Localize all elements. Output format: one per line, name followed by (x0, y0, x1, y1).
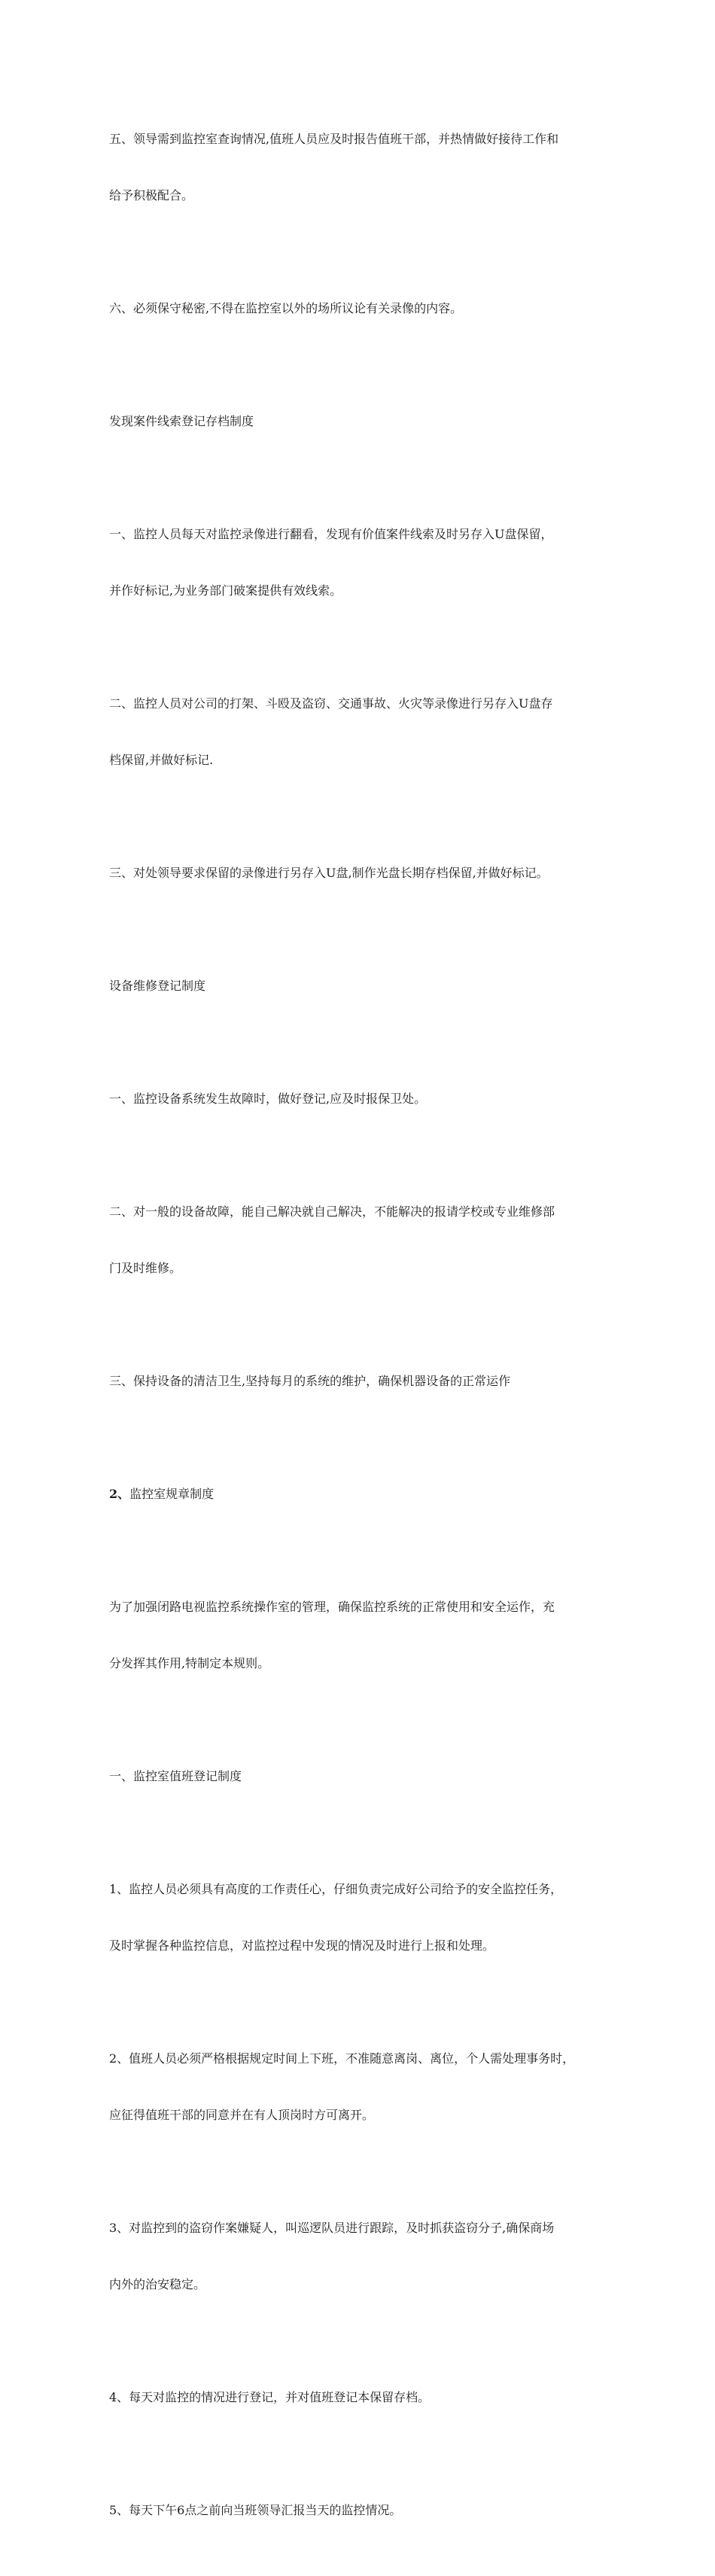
paragraph-line: 并作好标记,为业务部门破案提供有效线索。 (109, 583, 342, 598)
paragraph-line: 一、监控人员每天对监控录像进行翻看，发现有价值案件线索及时另存入U盘保留， (109, 527, 553, 541)
section-heading-text: 发现案件线索登记存档制度 (109, 414, 254, 428)
paragraph (109, 487, 613, 638)
paragraph (109, 826, 613, 920)
paragraph-line: 及时掌握各种监控信息，对监控过程中发现的情况及时进行上报和处理。 (109, 1938, 495, 1953)
document-body (109, 92, 613, 2576)
section-heading-text: 一、监控室值班登记制度 (109, 1769, 242, 1783)
paragraph-line: 六、必须保守秘密,不得在监控室以外的场所议论有关录像的内容。 (109, 301, 463, 315)
section-heading (109, 1729, 613, 1823)
paragraph-line: 一、监控设备系统发生故障时，做好登记,应及时报保卫处。 (109, 1092, 427, 1106)
section-title: 监控室规章制度 (129, 1487, 214, 1501)
section-number: 2、 (109, 1487, 130, 1501)
paragraph (109, 1842, 613, 1993)
paragraph (109, 1560, 613, 1710)
paragraph-line: 5、每天下午6点之前向当班领导汇报当天的监控情况。 (109, 2503, 402, 2517)
paragraph-line: 三、保持设备的清洁卫生,坚持每月的系统的维护，确保机器设备的正常运作 (109, 1374, 511, 1388)
paragraph-line: 内外的治安稳定。 (109, 2277, 206, 2291)
section-heading (109, 374, 613, 468)
paragraph (109, 2463, 613, 2557)
paragraph-line: 门及时维修。 (109, 1261, 182, 1275)
section-heading (109, 1447, 613, 1541)
paragraph-line: 三、对处领导要求保留的录像进行另存入U盘,制作光盘长期存档保留,并做好标记。 (109, 866, 549, 880)
paragraph-line: 档保留,并做好标记. (109, 753, 214, 767)
paragraph (109, 92, 613, 242)
paragraph (109, 1334, 613, 1428)
paragraph (109, 1052, 613, 1146)
paragraph-line: 2、值班人员必须严格根据规定时间上下班，不准随意离岗、离位，个人需处理事务时， (109, 2051, 575, 2066)
section-heading-text: 设备维修登记制度 (109, 979, 206, 993)
paragraph (109, 656, 613, 807)
section-heading (109, 939, 613, 1033)
paragraph-line: 给予积极配合。 (109, 188, 194, 202)
paragraph (109, 1165, 613, 1315)
paragraph-line: 应征得值班干部的同意并在有人顶岗时方可离开。 (109, 2108, 375, 2122)
section-heading-text (109, 1484, 613, 1503)
paragraph-line: 分发挥其作用,特制定本规则。 (109, 1656, 270, 1670)
paragraph-line: 二、监控人员对公司的打架、斗殴及盗窃、交通事故、火灾等录像进行另存入U盘存 (109, 696, 553, 711)
paragraph-line: 五、领导需到监控室查询情况,值班人员应及时报告值班干部，并热情做好接待工作和 (109, 132, 559, 146)
paragraph (109, 2181, 613, 2331)
paragraph-line: 3、对监控到的盗窃作案嫌疑人，叫巡逻队员进行跟踪，及时抓获盗窃分子,确保商场 (109, 2221, 555, 2235)
paragraph (109, 261, 613, 355)
paragraph-line: 为了加强闭路电视监控系统操作室的管理，确保监控系统的正常使用和安全运作，充 (109, 1600, 555, 1614)
paragraph-line: 1、监控人员必须具有高度的工作责任心，仔细负责完成好公司给予的安全监控任务， (109, 1882, 563, 1896)
paragraph-line: 4、每天对监控的情况进行登记，并对值班登记本保留存档。 (109, 2390, 431, 2404)
paragraph-line: 二、对一般的设备故障，能自己解决就自己解决，不能解决的报请学校或专业维修部 (109, 1204, 555, 1219)
paragraph (109, 2350, 613, 2444)
paragraph (109, 2011, 613, 2162)
